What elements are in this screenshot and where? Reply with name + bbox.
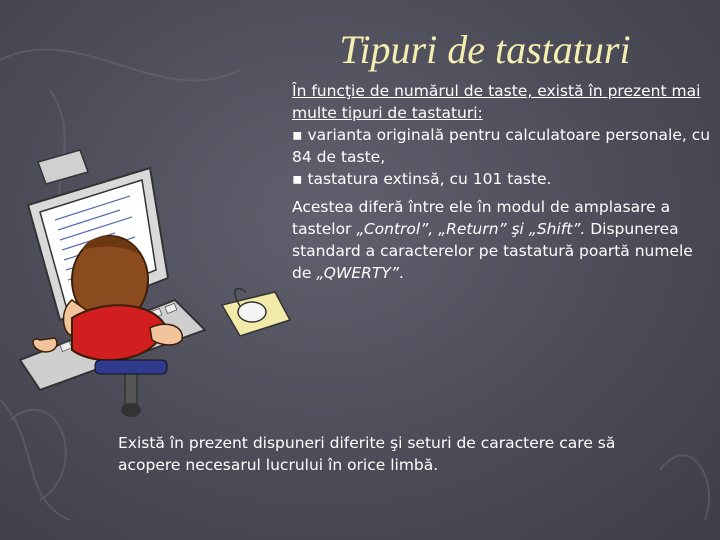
intro-line-2: multe tipuri de tastaturi:: [292, 104, 483, 122]
description-text-1: Acestea diferă între ele în modul de amplasare a tastelor: [292, 198, 671, 238]
bullet-text-1: varianta originală pentru calculatoare personale, cu 84 de taste,: [292, 126, 711, 166]
key-names: „Control”, „Return” şi „Shift”.: [356, 220, 586, 238]
description-end: .: [398, 264, 404, 282]
slide-title: Tipuri de tastaturi: [339, 27, 631, 72]
description-text-2: Dispunerea standard a caracterelor pe tastatură poartă numele de: [292, 220, 693, 282]
description-paragraph: [292, 196, 717, 284]
bullet-marker: ▪: [292, 170, 303, 188]
bullet-marker: ▪: [292, 126, 303, 144]
intro-line-1: În funcţie de numărul de taste, există în prezent mai: [292, 82, 701, 100]
mouse-illustration: [222, 288, 290, 336]
bullet-item-1: [292, 124, 717, 168]
qwerty-term: „QWERTY”: [316, 264, 399, 282]
computer-user-clipart: [0, 140, 300, 430]
bullet-text-2: tastatura extinsă, cu 101 taste.: [307, 170, 552, 188]
bullet-item-2: [292, 168, 717, 190]
intro-paragraph: [292, 80, 717, 190]
bottom-paragraph: Există în prezent dispuneri diferite şi seturi de caractere care să acopere necesarul lucrului în orice limbă.: [118, 434, 616, 474]
